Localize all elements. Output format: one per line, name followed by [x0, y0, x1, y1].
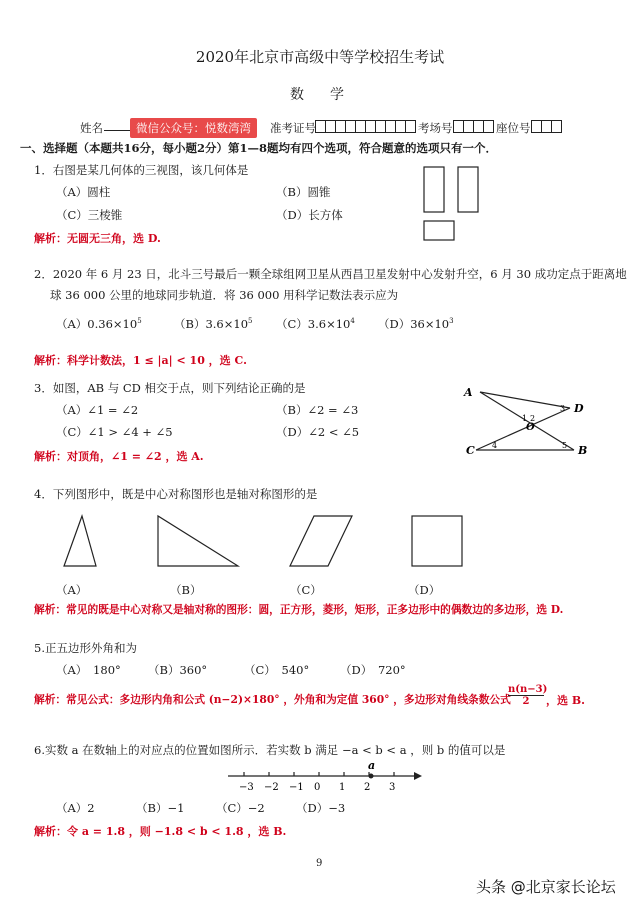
q5-option-d: （D） 720° [340, 663, 406, 677]
name-line [104, 130, 132, 131]
q6-stem: 6.实数 a 在数轴上的对应点的位置如图所示．若实数 b 满足 −a < b < a ，则 b 的值可以是 [34, 743, 506, 757]
q1-three-view-figure [418, 164, 488, 244]
q6-option-a: （A）2 [56, 801, 95, 815]
q3-stem: 3．如图，AB 与 CD 相交于点，则下列结论正确的是 [34, 381, 306, 395]
q6-tick-label: 3 [389, 782, 396, 793]
q5-answer-end: ，选 B. [546, 694, 585, 707]
q3-angle-2: 2 [530, 414, 536, 423]
q3-angle-figure [462, 380, 602, 460]
q5-option-a: （A） 180° [56, 663, 121, 677]
q4-triangle-shape [64, 516, 96, 566]
seat-label: 座位号 [496, 121, 531, 135]
q4-parallelogram-shape [290, 516, 352, 566]
q6-tick-label: 2 [364, 782, 371, 793]
q3-angle-5: 5 [562, 441, 568, 450]
q3-answer: 解析：对顶角，∠1 = ∠2 ，选 A. [34, 450, 204, 463]
q4-option-b: （B） [170, 583, 202, 597]
q3-angle-1: 1 [522, 414, 528, 423]
q3-label-c: C [466, 444, 475, 457]
q3-label-d: D [574, 402, 584, 415]
q4-answer: 解析：常见的既是中心对称又是轴对称的图形：圆，正方形，菱形，矩形，正多边形中的偶数边的多边形，选 D. [34, 603, 564, 616]
q2-stem-line1: 2．2020 年 6 月 23 日，北斗三号最后一颗全球组网卫星从西昌卫星发射中心发射升空，6 月 30 成功定点于距离地 [34, 267, 627, 281]
q3-angle-4: 4 [492, 441, 498, 450]
q2-option-c: $(C)3.6\times 10^4$ [276, 317, 355, 331]
exam-id-boxes [316, 118, 416, 133]
footer-watermark: 头条 @北京家长论坛 [476, 878, 616, 896]
exam-id-label: 准考证号 [270, 121, 316, 135]
q4-square-shape [412, 516, 462, 566]
q4-shapes-figure [60, 514, 520, 574]
q6-answer: 解析：令 a = 1.8 ，则 −1.8 < b < 1.8 ，选 B. [34, 825, 287, 838]
q5-option-b: （B）360° [148, 663, 208, 677]
q5-fraction-denominator: 2 [522, 696, 530, 707]
seat-boxes [532, 118, 562, 133]
q3-label-b: B [578, 444, 588, 457]
section-heading: 一、选择题（本题共16分，每小题2分）第1—8题均有四个选项，符合题意的选项只有一个． [20, 141, 498, 155]
q2-option-b: $(B)3.6\times 10^5$ [174, 317, 253, 331]
q1-answer: 解析：无圆无三角，选 D. [34, 232, 161, 245]
q1-option-a: （A）圆柱 [56, 185, 111, 199]
room-label: 考场号 [418, 121, 453, 135]
q5-option-c: （C） 540° [244, 663, 310, 677]
q6-point-a [369, 774, 374, 779]
q6-option-b: （B）−1 [136, 801, 185, 815]
q4-right-triangle-shape [158, 516, 238, 566]
q3-option-a: （A）∠1 = ∠2 [56, 403, 139, 417]
q6-tick-label: −1 [289, 782, 304, 793]
q3-angle-3: 3 [560, 404, 566, 413]
q2-option-d: $(D)36\times 10^3$ [378, 317, 454, 331]
subject-title: 数 学 [290, 87, 350, 103]
q6-tick-label: 0 [314, 782, 321, 793]
q6-tick-label: 1 [339, 782, 346, 793]
q6-point-a-label: a [368, 759, 376, 772]
q4-option-a: （A） [56, 583, 88, 597]
q1-option-b: （B）圆锥 [276, 185, 331, 199]
q6-option-c: （C）−2 [216, 801, 265, 815]
q1-stem: 1．右图是某几何体的三视图，该几何体是 [34, 163, 249, 177]
q5-stem: 5.正五边形外角和为 [34, 641, 137, 655]
exam-title: 2020年北京市高级中等学校招生考试 [195, 48, 445, 66]
q6-tick-label: −2 [264, 782, 279, 793]
q6-option-d: （D）−3 [296, 801, 346, 815]
q5-answer: 解析：常见公式：多边形内角和公式 (n−2)×180° ，外角和为定值 360° ，多边形对角线条数公式 [34, 693, 511, 706]
q3-option-c: （C）∠1 > ∠4 + ∠5 [56, 425, 173, 439]
q4-option-d: （D） [408, 583, 441, 597]
q5-fraction [508, 684, 548, 707]
q3-label-o: O [526, 422, 535, 433]
q2-option-a: $(A)0.36\times 10^5$ [56, 317, 142, 331]
name-label: 姓名 [80, 121, 103, 135]
q2-answer: 解析：科学计数法，1 ≤ |a| < 10 ，选 C. [34, 354, 247, 367]
room-boxes [454, 118, 494, 133]
q4-option-c: （C） [290, 583, 322, 597]
q1-option-d: （D）长方体 [276, 208, 343, 222]
wechat-badge: 微信公众号：悦数湾湾 [130, 118, 257, 138]
q3-option-d: （D）∠2 < ∠5 [276, 425, 360, 439]
page-number: 9 [316, 858, 323, 869]
q1-option-c: （C）三棱锥 [56, 208, 123, 222]
q5-fraction-numerator: n(n−3) [508, 684, 548, 695]
q2-stem-line2: 球 36 000 公里的地球同步轨道．将 36 000 用科学记数法表示应为 [50, 288, 399, 302]
q3-label-a: A [464, 386, 473, 399]
q3-option-b: （B）∠2 = ∠3 [276, 403, 359, 417]
q4-stem: 4．下列图形中，既是中心对称图形也是轴对称图形的是 [34, 487, 318, 501]
q6-number-line [224, 760, 424, 796]
q6-tick-label: −3 [239, 782, 254, 793]
